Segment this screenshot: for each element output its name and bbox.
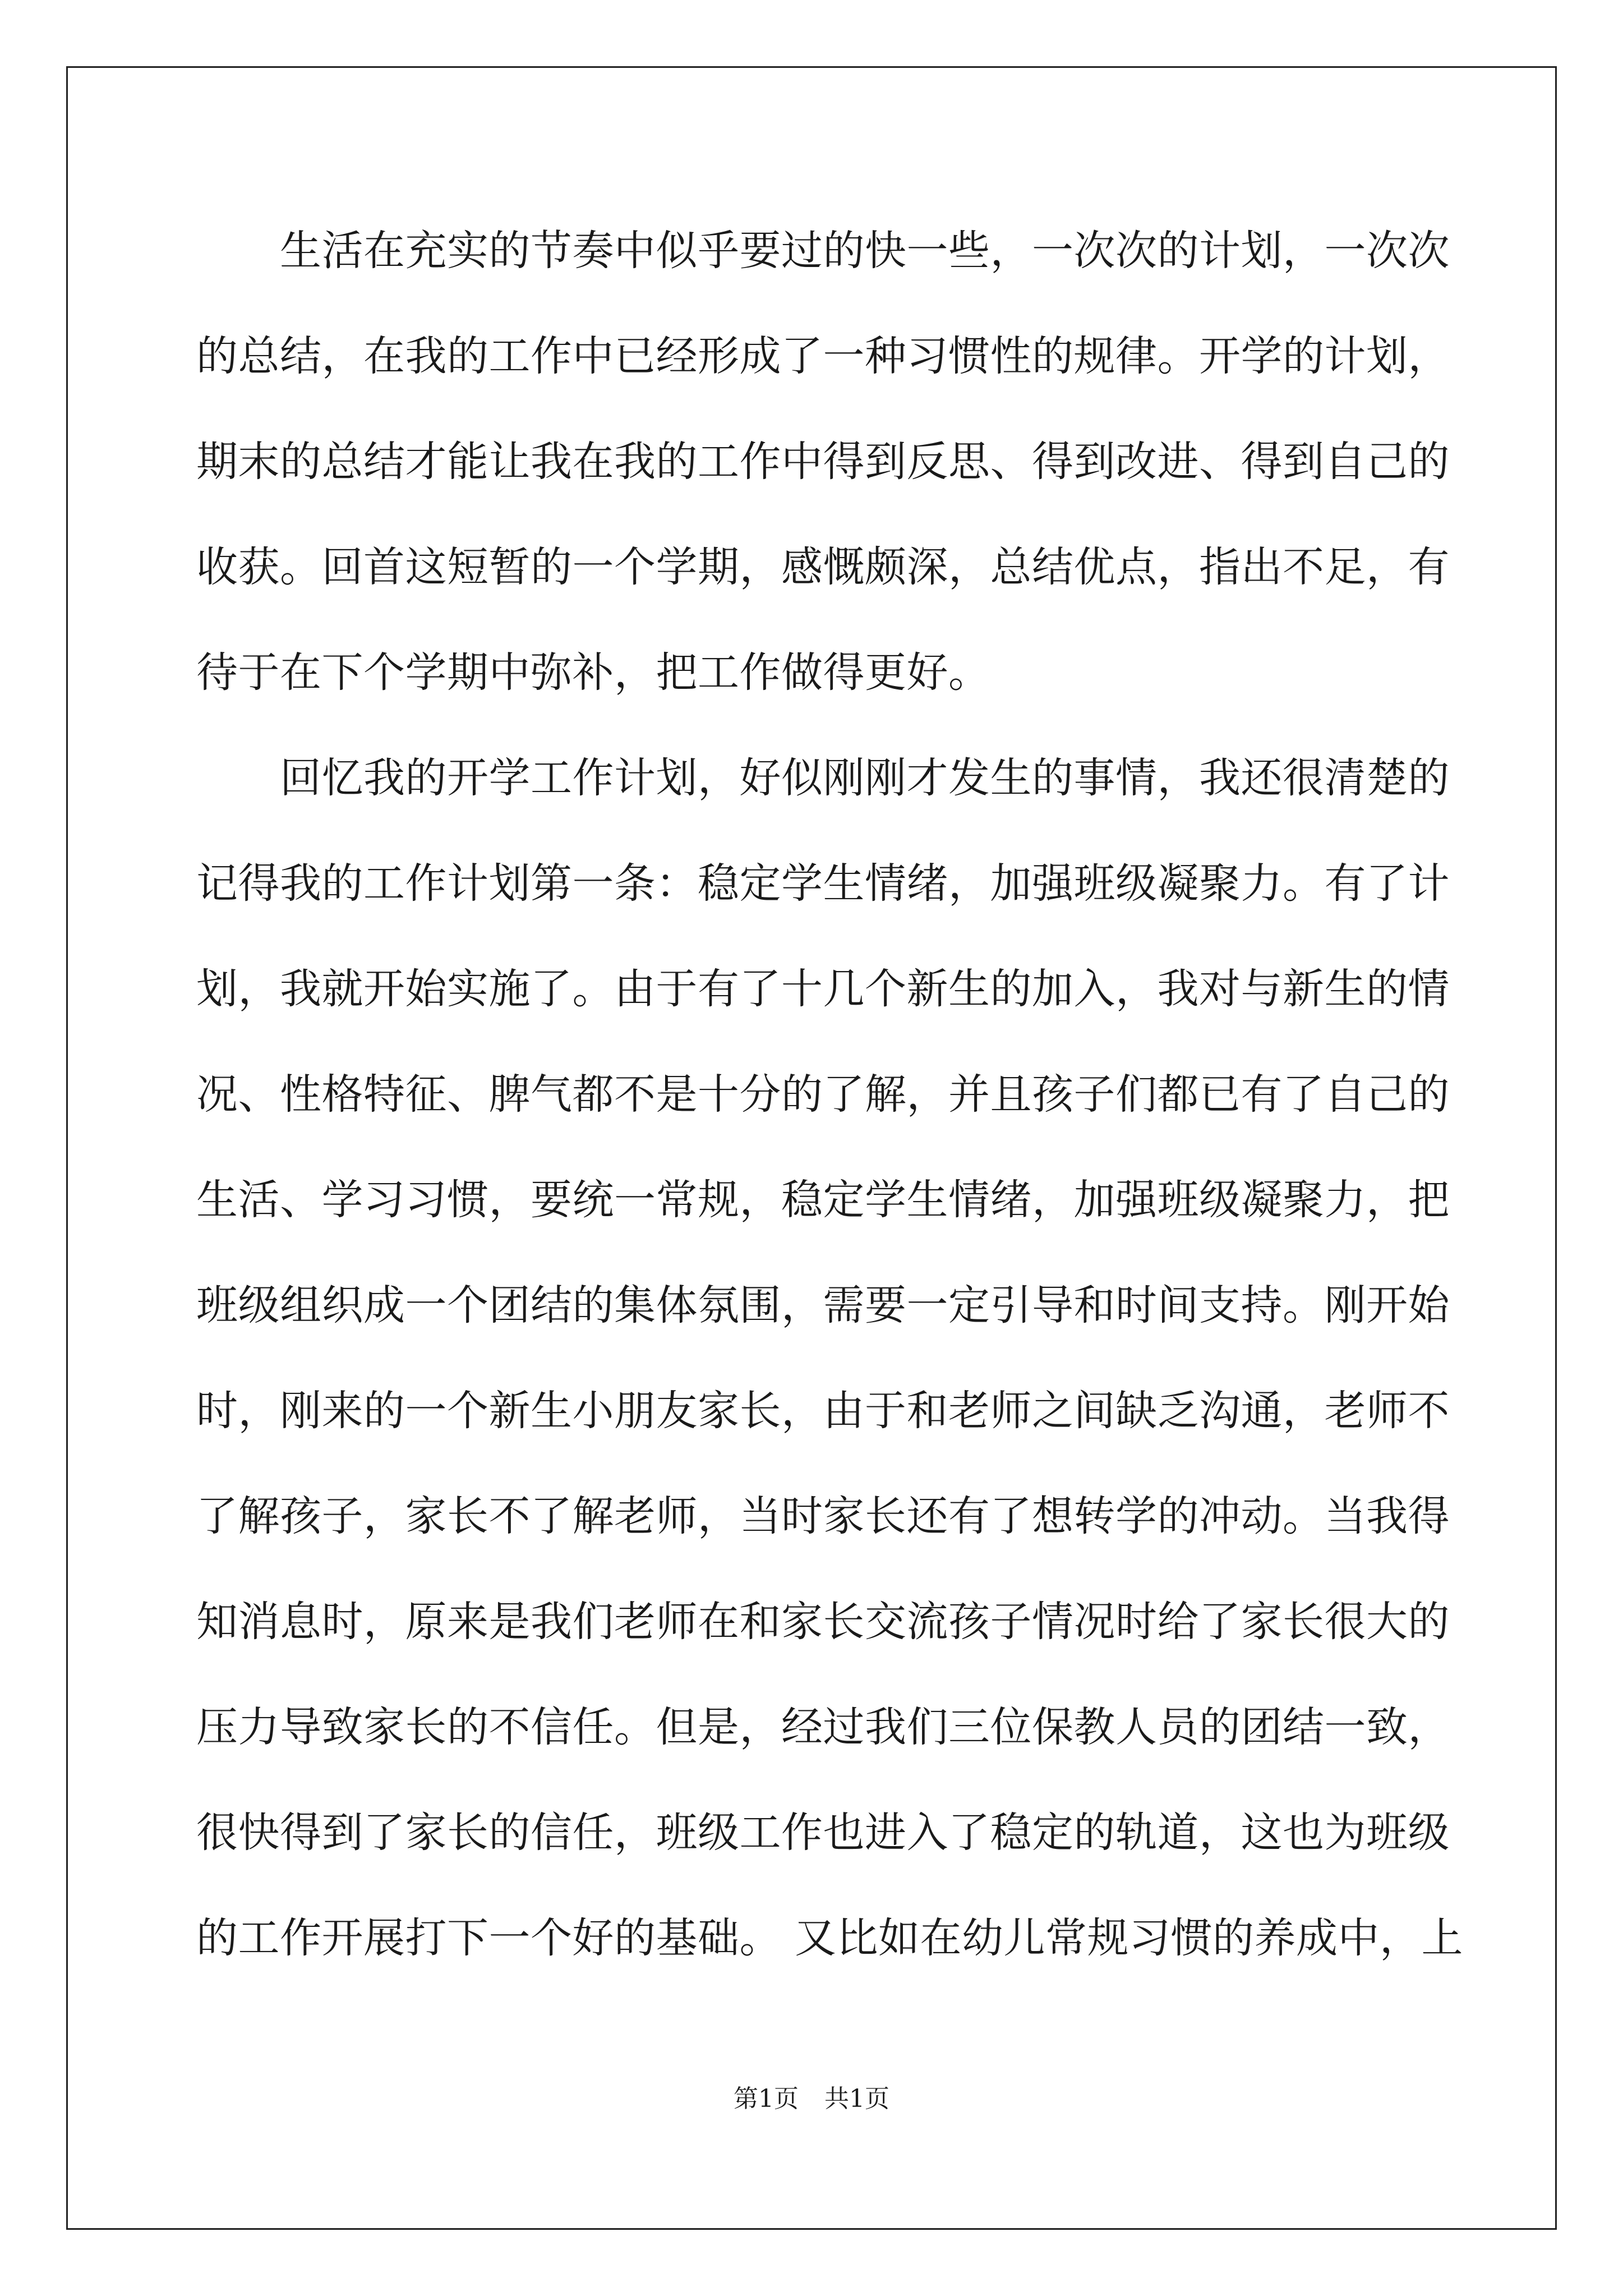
text-line: 记得我的工作计划第一条：稳定学生情绪，加强班级凝聚力。有了计 — [196, 859, 1450, 908]
text-line: 收获。回首这短暂的一个学期，感慨颇深，总结优点，指出不足，有 — [196, 543, 1450, 591]
page-border — [66, 66, 1557, 2230]
text-line: 压力导致家长的不信任。但是，经过我们三位保教人员的团结一致， — [196, 1703, 1450, 1751]
text-line: 划，我就开始实施了。由于有了十几个新生的加入，我对与新生的情 — [196, 965, 1450, 1013]
text-line: 知消息时，原来是我们老师在和家长交流孩子情况时给了家长很大的 — [196, 1598, 1450, 1646]
text-line: 待于在下个学期中弥补，把工作做得更好。 — [196, 648, 990, 697]
text-line: 的总结，在我的工作中已经形成了一种习惯性的规律。开学的计划， — [196, 332, 1450, 380]
text-line: 的工作开展打下一个好的基础。 又比如在幼儿常规习惯的养成中，上 — [196, 1914, 1464, 1962]
text-line: 班级组织成一个团结的集体氛围，需要一定引导和时间支持。刚开始 — [196, 1281, 1450, 1329]
page-number-total: 共1页 — [824, 2085, 889, 2113]
text-line: 生活在充实的节奏中似乎要过的快一些，一次次的计划，一次次 — [196, 227, 1450, 275]
page-footer — [0, 2087, 1623, 2111]
text-line: 时，刚来的一个新生小朋友家长，由于和老师之间缺乏沟通，老师不 — [196, 1387, 1450, 1435]
text-line: 回忆我的开学工作计划，好似刚刚才发生的事情，我还很清楚的 — [196, 754, 1450, 802]
text-line: 期末的总结才能让我在我的工作中得到反思、得到改进、得到自己的 — [196, 438, 1450, 486]
text-line: 很快得到了家长的信任，班级工作也进入了稳定的轨道，这也为班级 — [196, 1809, 1450, 1857]
text-line: 生活、学习习惯，要统一常规，稳定学生情绪，加强班级凝聚力，把 — [196, 1176, 1450, 1224]
text-line: 了解孩子，家长不了解老师，当时家长还有了想转学的冲动。当我得 — [196, 1492, 1450, 1540]
page-number-current: 第1页 — [734, 2085, 799, 2113]
text-line: 况、性格特征、脾气都不是十分的了解，并且孩子们都已有了自己的 — [196, 1070, 1450, 1119]
